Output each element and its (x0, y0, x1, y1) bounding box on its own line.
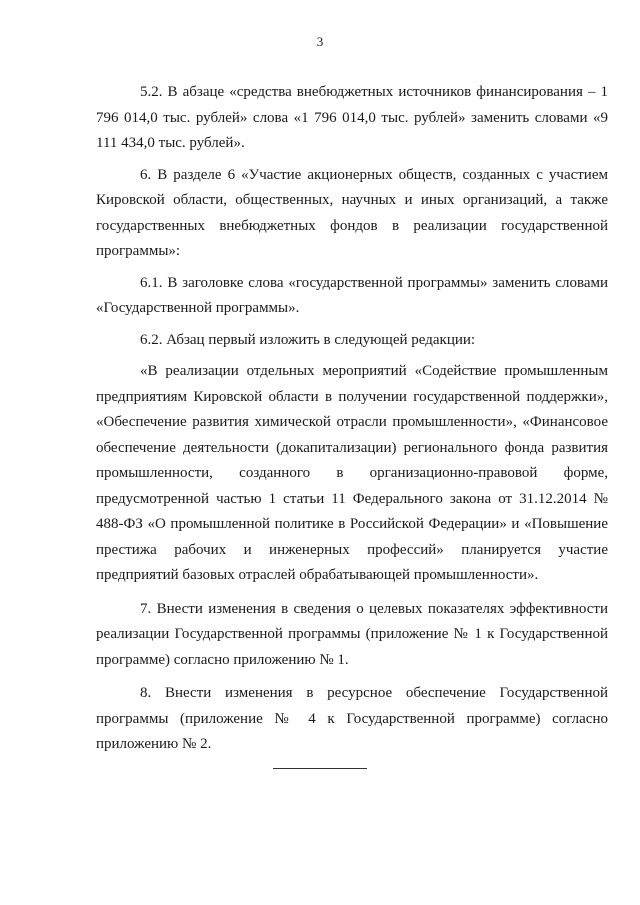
paragraph-6-1: 6.1. В заголовке слова «государственной программы» заменить словами «Государственной программы». (96, 274, 608, 316)
page-number: 3 (316, 34, 324, 49)
document-body (96, 80, 608, 764)
paragraph-6-2-quote: «В реализации отдельных мероприятий «Содействие промышленным предприятиям Кировской области в получении государственной поддержки», «Обеспечение развития химической отрасли промышленности», «Финансовое обеспечение деятельности (докапитализации) регионального фонда развития промышленности, созданного в организационно-правовой форме, предусмотренной частью 1 статьи 11 Федерального закона от 31.12.2014 № 488-ФЗ «О промышленной политике в Российской Федерации» и «Повышение престижа рабочих и инженерных профессий» планируется участие предприятий базовых отраслей обрабатывающей промышленности». (96, 363, 608, 583)
paragraph-5-2: 5.2. В абзаце «средства внебюджетных источников финансирования – 1 796 014,0 тыс. рублей» слова «1 796 014,0 тыс. рублей» заменить словами «9 111 434,0 тыс. рублей». (96, 84, 608, 151)
paragraph-7: 7. Внести изменения в сведения о целевых показателях эффективности реализации Государственной программы (приложение № 1 к Государственной программе) согласно приложению № 1. (96, 600, 608, 668)
end-separator-line (273, 768, 367, 769)
paragraph-6-2: 6.2. Абзац первый изложить в следующей редакции: (140, 331, 476, 348)
paragraph-8: 8. Внести изменения в ресурсное обеспечение Государственной программы (приложение № 4 к Государственной программе) согласно приложению № 2. (96, 685, 608, 752)
paragraph-6: 6. В разделе 6 «Участие акционерных обществ, созданных с участием Кировской области, общественных, научных и иных организаций, а также государственных внебюджетных фондов в реализации государственной программы»: (96, 166, 608, 259)
